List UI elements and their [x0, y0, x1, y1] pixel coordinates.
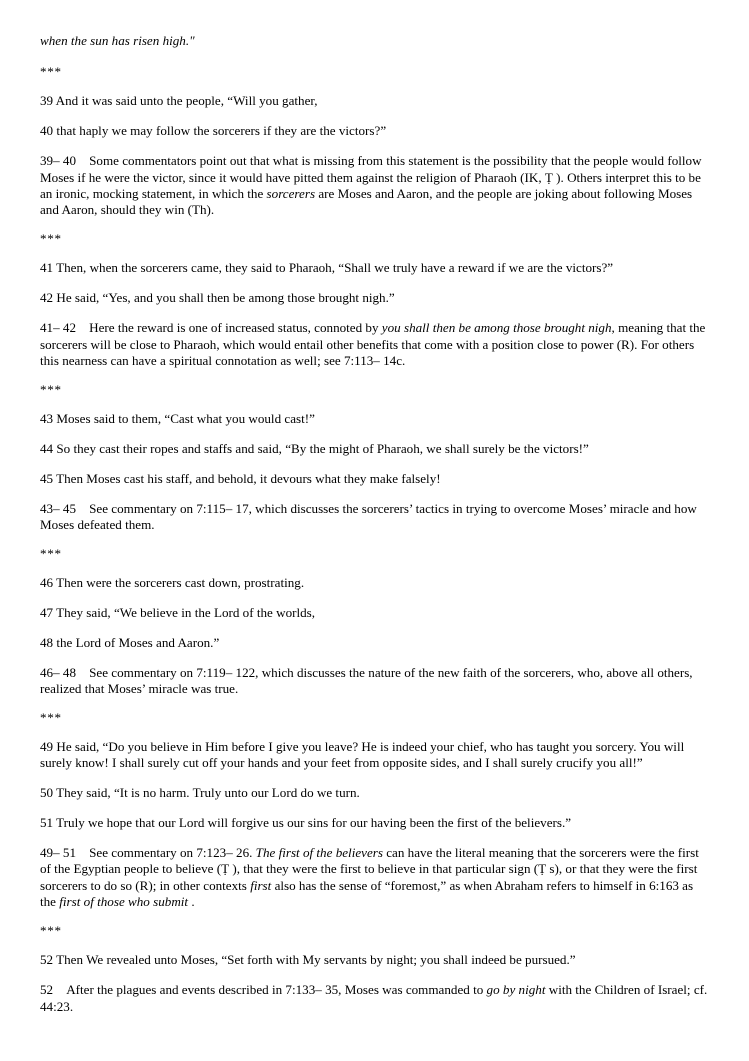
commentary-italic-term: first — [250, 877, 272, 893]
commentary-text-part: See commentary on 7:123– 26. — [89, 845, 256, 861]
commentary-range-label: 39– 40 — [40, 153, 77, 169]
commentary-range-label: 49– 51 — [40, 845, 77, 861]
commentary-text-part: are Moses and Aaron, and the people are joking about following Moses and Aaron, should they win (Th). — [40, 186, 693, 218]
commentary-italic-term: go by night — [486, 982, 546, 998]
commentary-text-part: After the plagues and events described in 7:133– 35, Moses was commanded to — [66, 982, 487, 998]
verse-50: 50 They said, “It is no harm. Truly unto our Lord do we turn. — [40, 785, 360, 801]
section-separator: *** — [40, 709, 62, 725]
commentary-range-label: 52 — [40, 982, 54, 998]
commentary-52 — [40, 982, 710, 1015]
commentary-text-part: can have the literal meaning that the sorcerers were the first of the Egyptian people to believe (Ṭ ), that they were the first to believe in that particular sign (Ṭ s), or that they were the first sorcerers to do so (R); in other contexts — [40, 845, 699, 893]
commentary-43-45 — [40, 501, 710, 534]
commentary-41-42 — [40, 320, 710, 369]
commentary-39-40 — [40, 153, 710, 219]
verse-44: 44 So they cast their ropes and staffs and said, “By the might of Pharaoh, we shall surely be the victors!” — [40, 440, 589, 456]
commentary-text-part: See commentary on 7:119– 122, which discusses the nature of the new faith of the sorcerers, who, above all others, realized that Moses’ miracle was true. — [40, 664, 693, 697]
commentary-italic-term: sorcerers — [266, 186, 316, 202]
verse-42: 42 He said, “Yes, and you shall then be among those brought nigh.” — [40, 290, 395, 306]
verse-43: 43 Moses said to them, “Cast what you would cast!” — [40, 410, 315, 426]
commentary-range-label: 43– 45 — [40, 500, 77, 516]
commentary-range-label: 41– 42 — [40, 320, 77, 336]
verse-40: 40 that haply we may follow the sorcerers if they are the victors?” — [40, 123, 387, 139]
commentary-text-part: meaning that the sorcerers will be close to Pharaoh, which would entail other benefits that come with a position close to power (R). For others this nearness can have a spiritual connotation as well; see 7:113– 14c. — [40, 320, 706, 368]
section-separator: *** — [40, 923, 62, 939]
commentary-range-label: 46– 48 — [40, 664, 77, 680]
epigraph-line: when the sun has risen high." — [40, 33, 195, 48]
verse-51: 51 Truly we hope that our Lord will forgive us our sins for our having been the first of the believers.” — [40, 815, 572, 831]
commentary-49-51 — [40, 845, 710, 911]
commentary-text-part: also has the sense of “foremost,” as when Abraham refers to himself in 6:163 as the — [40, 877, 694, 910]
verse-47: 47 They said, “We believe in the Lord of the worlds, — [40, 604, 316, 620]
section-separator: *** — [40, 231, 62, 247]
commentary-italic-term: first of those who submit — [59, 894, 189, 910]
commentary-italic-term: you shall then be among those brought nigh, — [381, 320, 615, 336]
verse-39: 39 And it was said unto the people, “Will you gather, — [40, 93, 318, 109]
verse-41: 41 Then, when the sorcerers came, they said to Pharaoh, “Shall we truly have a reward if we are the victors?” — [40, 260, 614, 276]
verse-48: 48 the Lord of Moses and Aaron.” — [40, 634, 220, 650]
commentary-text-part: with the Children of Israel; cf. 44:23. — [40, 982, 708, 1014]
section-separator: *** — [40, 64, 62, 80]
commentary-italic-term: The first of the believers — [255, 845, 383, 861]
commentary-text-part: Here the reward is one of increased status, connoted by — [89, 320, 382, 336]
commentary-text-part: Some commentators point out that what is missing from this statement is the possibility that the people would follow Moses if he were the victor, since it would have pitted them against the religion of Pharaoh (IK, Ṭ ). Others interpret this to be an ironic, mocking statement, in which the — [40, 153, 702, 202]
verse-52: 52 Then We revealed unto Moses, “Set forth with My servants by night; you shall indeed be pursued.” — [40, 952, 576, 968]
verse-49: 49 He said, “Do you believe in Him before I give you leave? He is indeed your chief, who has taught you sorcery. You will surely know! I shall surely cut off your hands and your feet from opposite sides, and I shall surely crucify you all!” — [40, 738, 685, 771]
commentary-46-48 — [40, 665, 710, 698]
section-separator: *** — [40, 381, 62, 397]
commentary-text-part: See commentary on 7:115– 17, which discusses the sorcerers’ tactics in trying to overcome Moses’ miracle and how Moses defeated them. — [40, 500, 697, 532]
section-separator: *** — [40, 545, 62, 561]
verse-45: 45 Then Moses cast his staff, and behold, it devours what they make falsely! — [40, 470, 441, 486]
commentary-text-part: . — [188, 894, 195, 910]
verse-46: 46 Then were the sorcerers cast down, prostrating. — [40, 574, 305, 590]
